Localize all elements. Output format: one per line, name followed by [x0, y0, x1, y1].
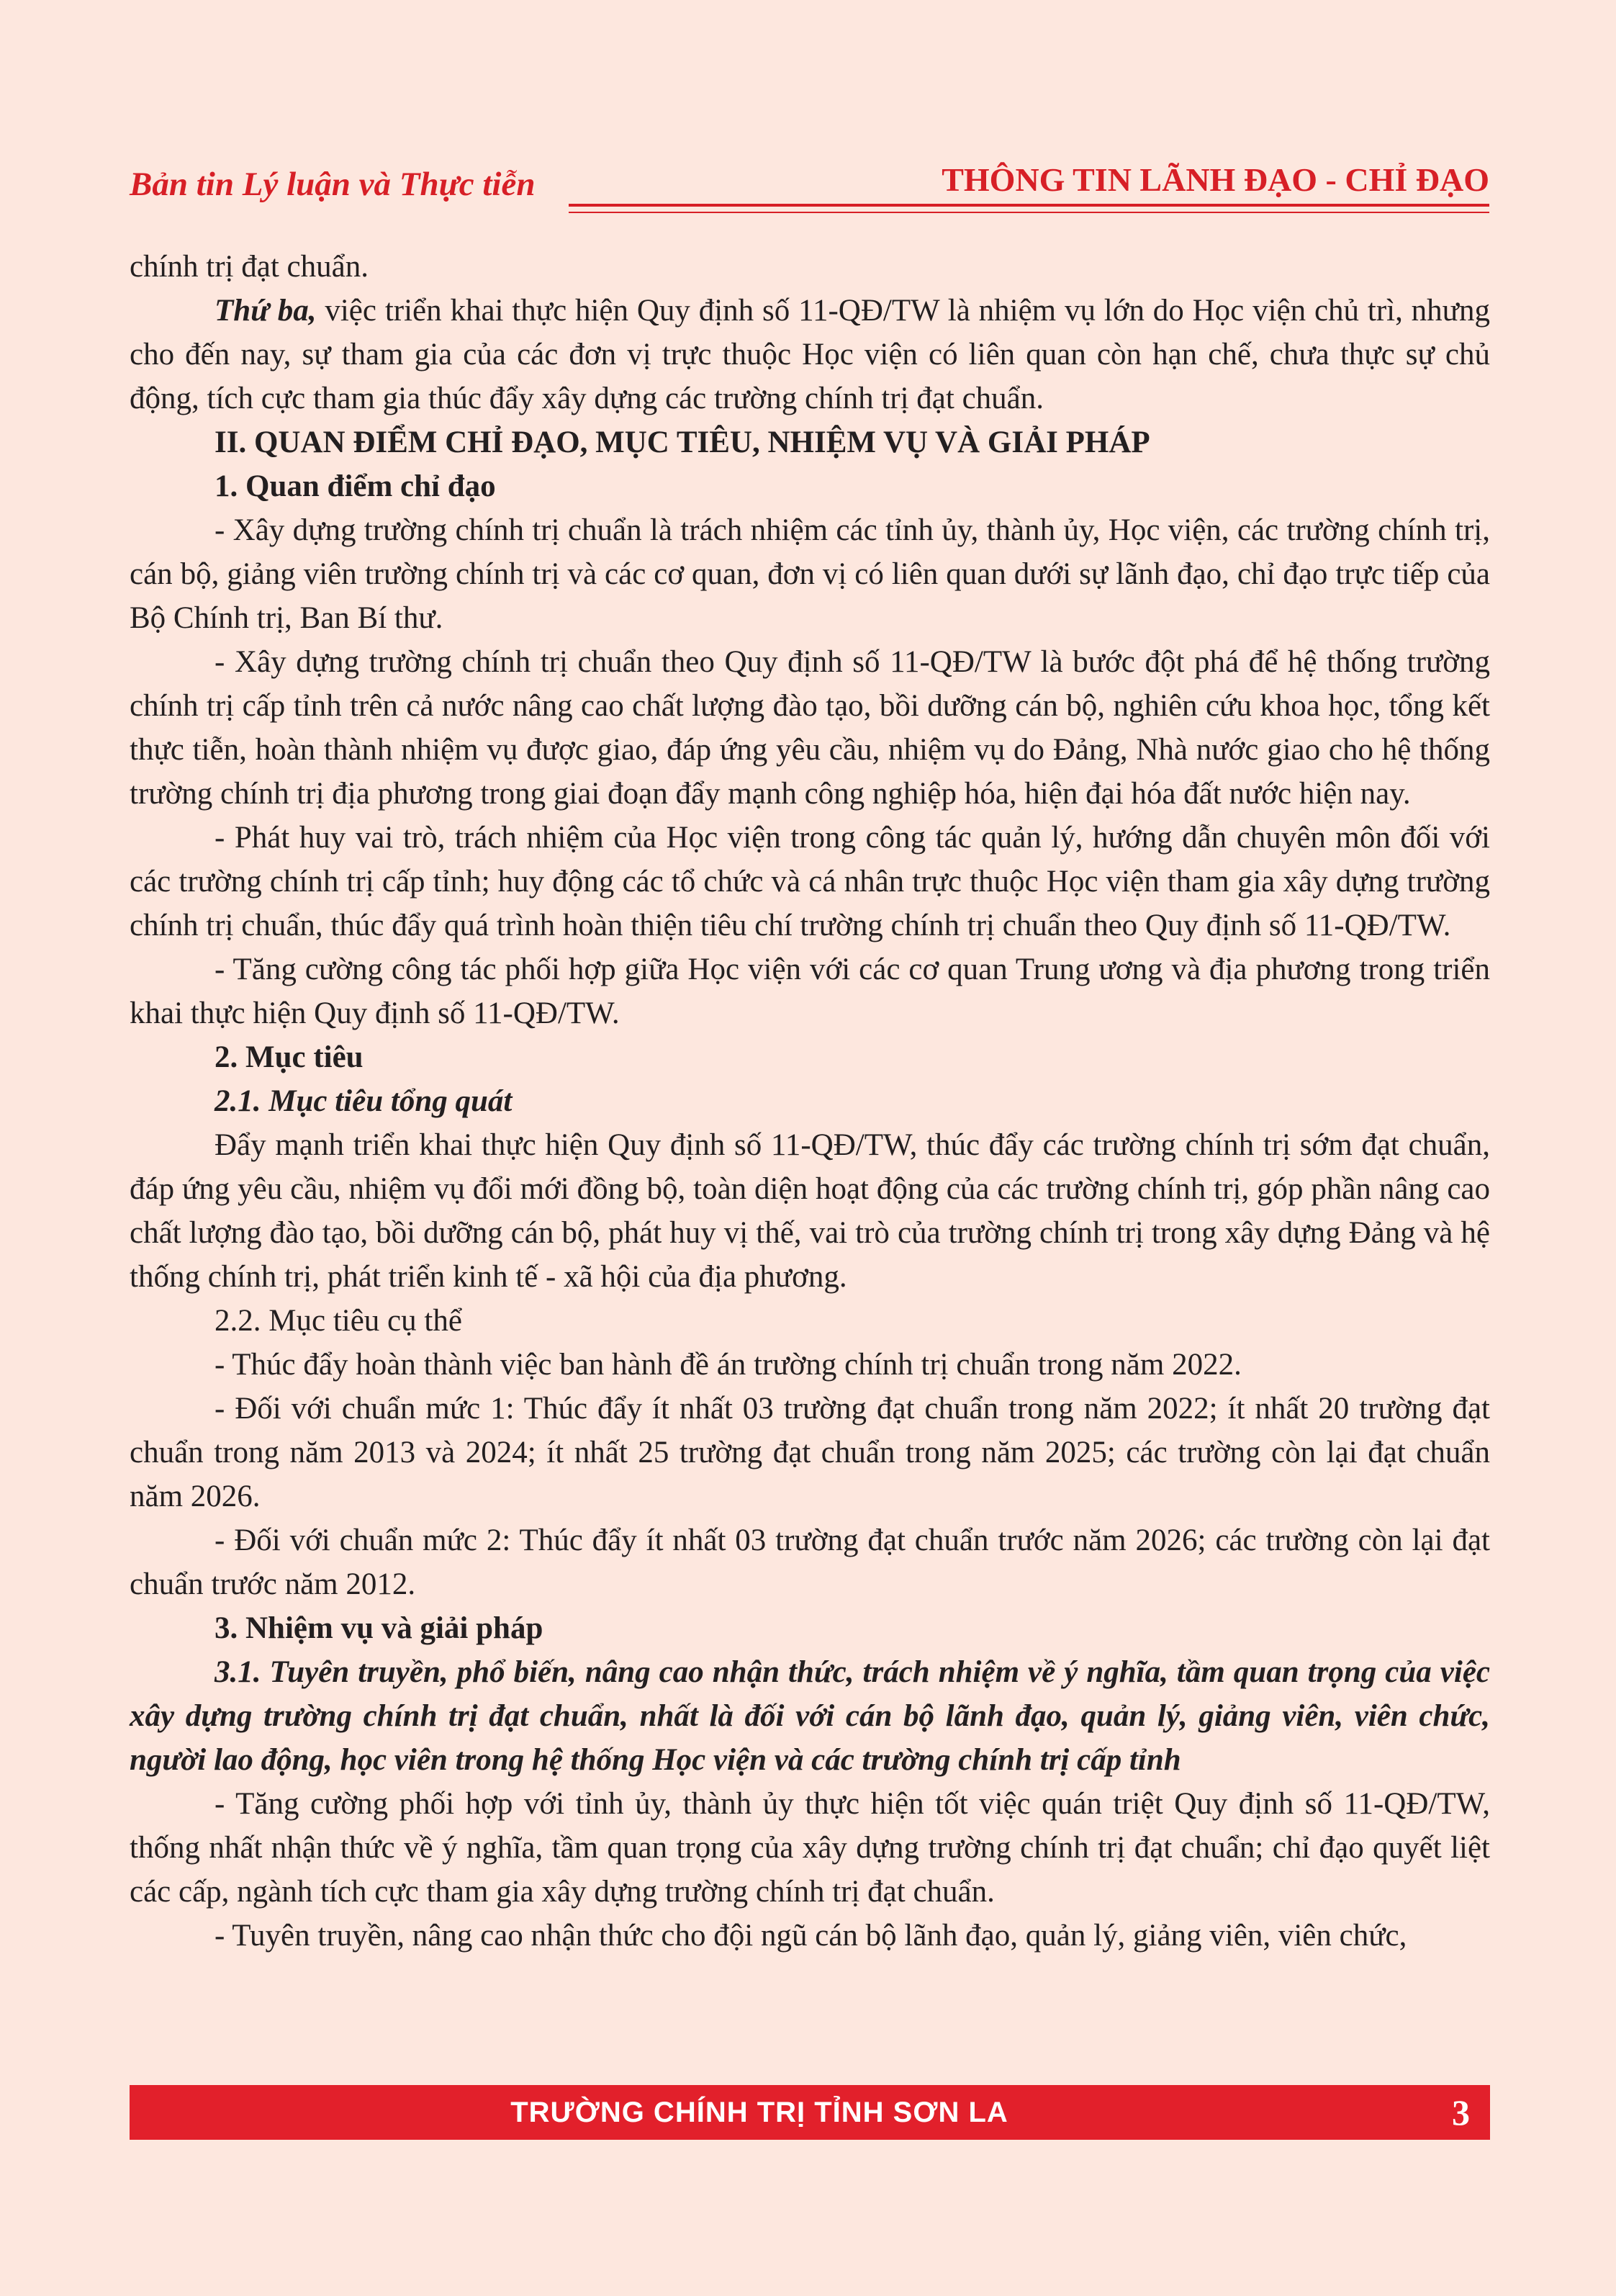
header-rule-thin: [569, 212, 1489, 213]
article-body: [130, 245, 1490, 1958]
sub-subsection-heading: 2.1. Mục tiêu tổng quát: [215, 1084, 513, 1118]
subsection-heading: 2. Mục tiêu: [215, 1040, 364, 1074]
paragraph: - Tuyên truyền, nâng cao nhận thức cho đội ngũ cán bộ lãnh đạo, quản lý, giảng viên, viên chức,: [215, 1919, 1407, 1953]
paragraph: - Phát huy vai trò, trách nhiệm của Học viện trong công tác quản lý, hướng dẫn chuyên môn đối với các trường chính trị cấp tỉnh; huy động các tổ chức và cá nhân trực thuộc Học viện tham gia xây dựng trường chính trị chuẩn, thúc đẩy quá trình hoàn thiện tiêu chí trường chính trị chuẩn theo Quy định số 11-QĐ/TW.: [130, 821, 1490, 942]
subsection-heading: 3. Nhiệm vụ và giải pháp: [215, 1611, 543, 1645]
publication-title: Bản tin Lý luận và Thực tiễn: [130, 166, 536, 203]
header-rule-thick: [569, 204, 1489, 207]
footer-bar: [130, 2085, 1490, 2140]
paragraph: Đẩy mạnh triển khai thực hiện Quy định số 11-QĐ/TW, thúc đẩy các trường chính trị sớm đạt chuẩn, đáp ứng yêu cầu, nhiệm vụ đổi mới đồng bộ, toàn diện hoạt động của các trường chính trị, góp phần nâng cao chất lượng đào tạo, bồi dưỡng cán bộ, phát huy vị thế, vai trò của trường chính trị trong xây dựng Đảng và hệ thống chính trị, phát triển kinh tế - xã hội của địa phương.: [130, 1128, 1490, 1294]
paragraph: [130, 289, 1490, 420]
section-heading: II. QUAN ĐIỂM CHỈ ĐẠO, MỤC TIÊU, NHIỆM VỤ VÀ GIẢI PHÁP: [215, 426, 1150, 459]
paragraph: - Tăng cường công tác phối hợp giữa Học viện với các cơ quan Trung ương và địa phương trong triển khai thực hiện Quy định số 11-QĐ/TW.: [130, 953, 1490, 1030]
paragraph: - Đối với chuẩn mức 2: Thúc đẩy ít nhất 03 trường đạt chuẩn trước năm 2026; các trường còn lại đạt chuẩn trước năm 2012.: [130, 1523, 1490, 1601]
paragraph-text: việc triển khai thực hiện Quy định số 11-QĐ/TW là nhiệm vụ lớn do Học viện chủ trì, nhưng cho đến nay, sự tham gia của các đơn vị trực thuộc Học viện có liên quan còn hạn chế, chưa thực sự chủ động, tích cực tham gia thúc đẩy xây dựng các trường chính trị đạt chuẩn.: [130, 294, 1490, 415]
paragraph: - Xây dựng trường chính trị chuẩn theo Quy định số 11-QĐ/TW là bước đột phá để hệ thống trường chính trị cấp tỉnh trên cả nước nâng cao chất lượng đào tạo, bồi dưỡng cán bộ, nghiên cứu khoa học, tổng kết thực tiễn, hoàn thành nhiệm vụ được giao, đáp ứng yêu cầu, nhiệm vụ do Đảng, Nhà nước giao cho hệ thống trường chính trị địa phương trong giai đoạn đẩy mạnh công nghiệp hóa, hiện đại hóa đất nước hiện nay.: [130, 645, 1490, 811]
subsection-heading: 1. Quan điểm chỉ đạo: [215, 469, 496, 503]
page-number: 3: [1452, 2092, 1470, 2133]
paragraph: - Đối với chuẩn mức 1: Thúc đẩy ít nhất 03 trường đạt chuẩn trong năm 2022; ít nhất 20 trường đạt chuẩn trong năm 2013 và 2024; ít nhất 25 trường đạt chuẩn trong năm 2025; các trường còn lại đạt chuẩn năm 2026.: [130, 1392, 1490, 1513]
sub-subsection-heading: 2.2. Mục tiêu cụ thể: [215, 1304, 462, 1338]
paragraph: - Thúc đẩy hoàn thành việc ban hành đề án trường chính trị chuẩn trong năm 2022.: [215, 1348, 1242, 1382]
section-title: THÔNG TIN LÃNH ĐẠO - CHỈ ĐẠO: [942, 161, 1489, 198]
paragraph-lead: Thứ ba,: [215, 294, 317, 328]
paragraph: chính trị đạt chuẩn.: [130, 250, 369, 284]
paragraph: - Xây dựng trường chính trị chuẩn là trách nhiệm các tỉnh ủy, thành ủy, Học viện, các trường chính trị, cán bộ, giảng viên trường chính trị và các cơ quan, đơn vị có liên quan dưới sự lãnh đạo, chỉ đạo trực tiếp của Bộ Chính trị, Ban Bí thư.: [130, 513, 1490, 635]
sub-subsection-heading: 3.1. Tuyên truyền, phổ biến, nâng cao nhận thức, trách nhiệm về ý nghĩa, tầm quan trọng của việc xây dựng trường chính trị đạt chuẩn, nhất là đối với cán bộ lãnh đạo, quản lý, giảng viên, viên chức, người lao động, học viên trong hệ thống Học viện và các trường chính trị cấp tỉnh: [130, 1655, 1490, 1777]
paragraph: - Tăng cường phối hợp với tỉnh ủy, thành ủy thực hiện tốt việc quán triệt Quy định số 11-QĐ/TW, thống nhất nhận thức về ý nghĩa, tầm quan trọng của xây dựng trường chính trị đạt chuẩn; chỉ đạo quyết liệt các cấp, ngành tích cực tham gia xây dựng trường chính trị đạt chuẩn.: [130, 1787, 1490, 1909]
footer-title: TRƯỜNG CHÍNH TRỊ TỈNH SƠN LA: [510, 2097, 1008, 2128]
